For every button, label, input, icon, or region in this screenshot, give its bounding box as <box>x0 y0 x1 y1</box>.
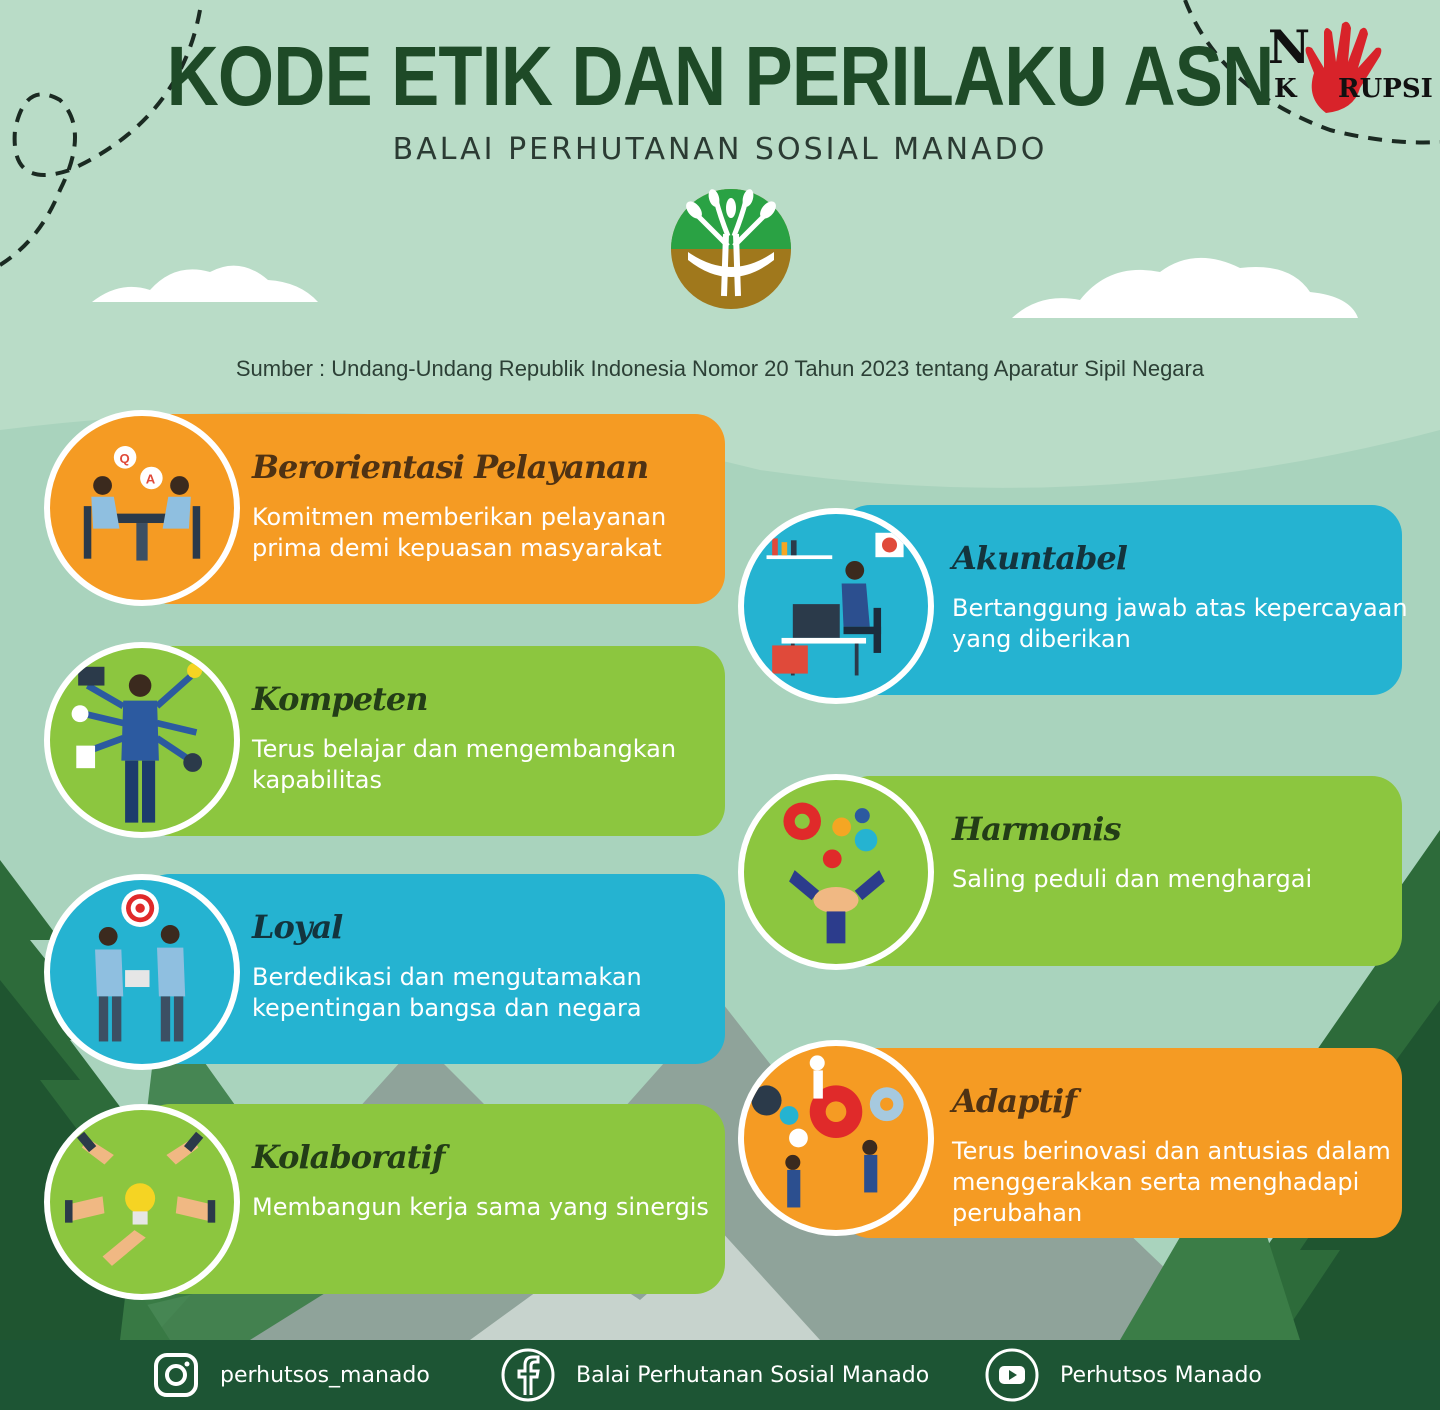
organization-logo-icon <box>668 186 794 312</box>
value-title: Kolaboratif <box>252 1138 445 1176</box>
youtube-icon <box>984 1347 1040 1403</box>
footer-bar <box>0 1340 1440 1410</box>
instagram-icon <box>152 1351 200 1399</box>
svg-text:A: A <box>145 471 156 487</box>
value-description: Berdedikasi dan mengutamakan kepentingan bangsa dan negara <box>252 963 642 1022</box>
hands-bulb-icon <box>44 1104 240 1300</box>
value-title: Kompeten <box>252 680 428 718</box>
value-description: Terus berinovasi dan antusias dalam menggerakkan serta menghadapi perubahan <box>952 1137 1391 1227</box>
badge-letter-k: K <box>1274 74 1297 104</box>
value-title: Harmonis <box>952 810 1121 848</box>
badge-letter-n: N <box>1268 20 1311 74</box>
value-title: Akuntabel <box>952 539 1127 577</box>
page-title: KODE ETIK DAN PERILAKU ASN <box>166 29 1274 123</box>
instagram-link[interactable] <box>152 1350 430 1400</box>
instagram-handle: perhutsos_manado <box>220 1362 430 1388</box>
facebook-page-name: Balai Perhutanan Sosial Manado <box>576 1362 930 1388</box>
anti-corruption-badge <box>1262 18 1432 118</box>
source-citation: Sumber : Undang-Undang Republik Indonesia Nomor 20 Tahun 2023 tentang Aparatur Sipil Negara <box>235 356 1205 381</box>
facebook-link[interactable] <box>500 1350 929 1400</box>
value-description: Saling peduli dan menghargai <box>952 865 1313 893</box>
facebook-icon <box>500 1347 556 1403</box>
value-description: Bertanggung jawab atas kepercayaan yang diberikan <box>952 594 1408 653</box>
target-team-icon <box>44 874 240 1070</box>
desk-worker-icon <box>738 508 934 704</box>
badge-word-rupsi: RUPSI <box>1338 74 1433 104</box>
value-title: Berorientasi Pelayanan <box>252 448 649 486</box>
svg-text:Q: Q <box>119 450 130 466</box>
value-description: Terus belajar dan mengembangkan kapabilitas <box>252 735 677 794</box>
value-title: Adaptif <box>952 1082 1077 1120</box>
value-description: Membangun kerja sama yang sinergis <box>252 1193 709 1221</box>
organization-subtitle: BALAI PERHUTANAN SOSIAL MANADO <box>392 132 1048 167</box>
multitask-icon <box>44 642 240 838</box>
handshake-gears-icon <box>738 774 934 970</box>
value-title: Loyal <box>252 908 343 946</box>
youtube-channel-name: Perhutsos Manado <box>1060 1362 1262 1388</box>
value-description: Komitmen memberikan pelayanan prima demi kepuasan masyarakat <box>252 503 667 562</box>
gears-team-icon <box>738 1040 934 1236</box>
meeting-icon <box>44 410 240 606</box>
youtube-link[interactable] <box>984 1350 1262 1400</box>
